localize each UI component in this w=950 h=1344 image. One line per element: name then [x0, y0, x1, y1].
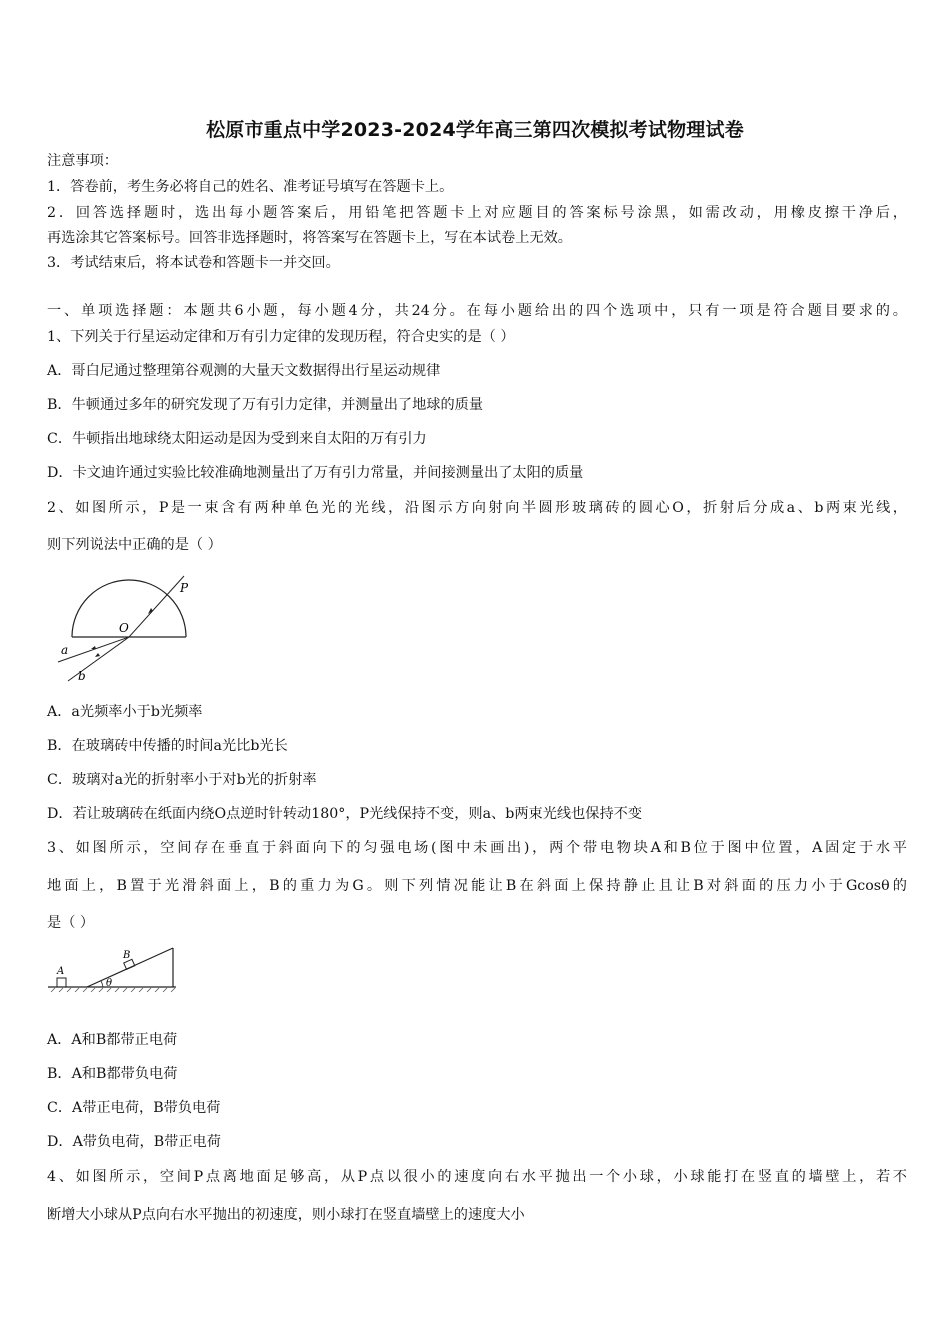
- semicircle-arc: [72, 580, 186, 637]
- option-a: A．A和B都带正电荷: [47, 1032, 178, 1048]
- option-c: C．A带正电荷，B带负电荷: [47, 1100, 221, 1116]
- label-a: a: [61, 643, 69, 657]
- question-stem: 1、下列关于行星运动定律和万有引力定律的发现历程，符合史实的是（ ）: [47, 329, 515, 345]
- option-b: B．A和B都带负电荷: [47, 1066, 178, 1082]
- incident-ray: [129, 576, 184, 637]
- note-item: 1．答卷前，考生务必将自己的姓名、准考证号填写在答题卡上。: [47, 179, 454, 195]
- option-a: A．哥白尼通过整理第谷观测的大量天文数据得出行星运动规律: [47, 363, 441, 379]
- option-a: A．a光频率小于b光频率: [47, 704, 203, 720]
- option-d: D．卡文迪许通过实验比较准确地测量出了万有引力常量，并间接测量出了太阳的质量: [47, 465, 584, 481]
- section-heading: 一、单项选择题：本题共6小题，每小题4分，共24分。在每小题给出的四个选项中，只有一项是符合题目要求的。: [47, 303, 907, 319]
- option-c: C．玻璃对a光的折射率小于对b光的折射率: [47, 772, 317, 788]
- question-stem: 4、如图所示，空间P点离地面足够高，从P点以很小的速度向右水平抛出一个小球，小球能打在竖直的墙壁上，若不: [47, 1169, 907, 1185]
- question-stem: 断增大小球从P点向右水平抛出的初速度，则小球打在竖直墙壁上的速度大小: [47, 1207, 525, 1223]
- option-c: C．牛顿指出地球绕太阳运动是因为受到来自太阳的万有引力: [47, 431, 427, 447]
- incline-figure: [45, 940, 185, 995]
- page-title: 松原市重点中学2023-2024学年高三第四次模拟考试物理试卷: [206, 119, 744, 141]
- label-b: B: [123, 950, 131, 961]
- label-a: A: [57, 966, 65, 977]
- option-d: D．A带负电荷，B带正电荷: [47, 1134, 221, 1150]
- note-item: 再选涂其它答案标号。回答非选择题时，将答案写在答题卡上，写在本试卷上无效。: [47, 230, 572, 246]
- note-item: 2．回答选择题时，选出每小题答案后，用铅笔把答题卡上对应题目的答案标号涂黑，如需改动，用橡皮擦干净后，: [47, 205, 907, 221]
- angle-arc: [101, 981, 103, 987]
- label-p: P: [180, 581, 189, 595]
- block-a: [57, 978, 66, 987]
- option-d: D．若让玻璃砖在纸面内绕O点逆时针转动180°，P光线保持不变，则a、b两束光线也保持不变: [47, 806, 643, 822]
- option-b: B．牛顿通过多年的研究发现了万有引力定律，并测量出了地球的质量: [47, 397, 484, 413]
- option-b: B．在玻璃砖中传播的时间a光比b光长: [47, 738, 288, 754]
- ray-a: [58, 637, 129, 662]
- label-b: b: [78, 669, 86, 683]
- question-stem: 则下列说法中正确的是（ ）: [47, 537, 222, 553]
- label-o: O: [119, 621, 129, 635]
- question-stem: 地面上，B置于光滑斜面上，B的重力为G。则下列情况能让B在斜面上保持静止且让B对斜面的压力小于Gcosθ的: [47, 878, 907, 894]
- ray-arrow: [91, 646, 96, 649]
- question-stem: 2、如图所示，P是一束含有两种单色光的光线，沿图示方向射向半圆形玻璃砖的圆心O，折射后分成a、b两束光线，: [47, 500, 907, 516]
- note-item: 3．考试结束后，将本试卷和答题卡一并交回。: [47, 255, 340, 271]
- refraction-figure: [50, 570, 200, 692]
- notes-heading: 注意事项：: [47, 153, 118, 169]
- question-stem: 是（ ）: [47, 915, 95, 931]
- label-theta: θ: [106, 978, 113, 989]
- ground-hatching: [51, 988, 175, 992]
- question-stem: 3、如图所示，空间存在垂直于斜面向下的匀强电场(图中未画出)，两个带电物块A和B位于图中位置，A固定于水平: [47, 840, 907, 856]
- ray-arrow: [95, 653, 100, 657]
